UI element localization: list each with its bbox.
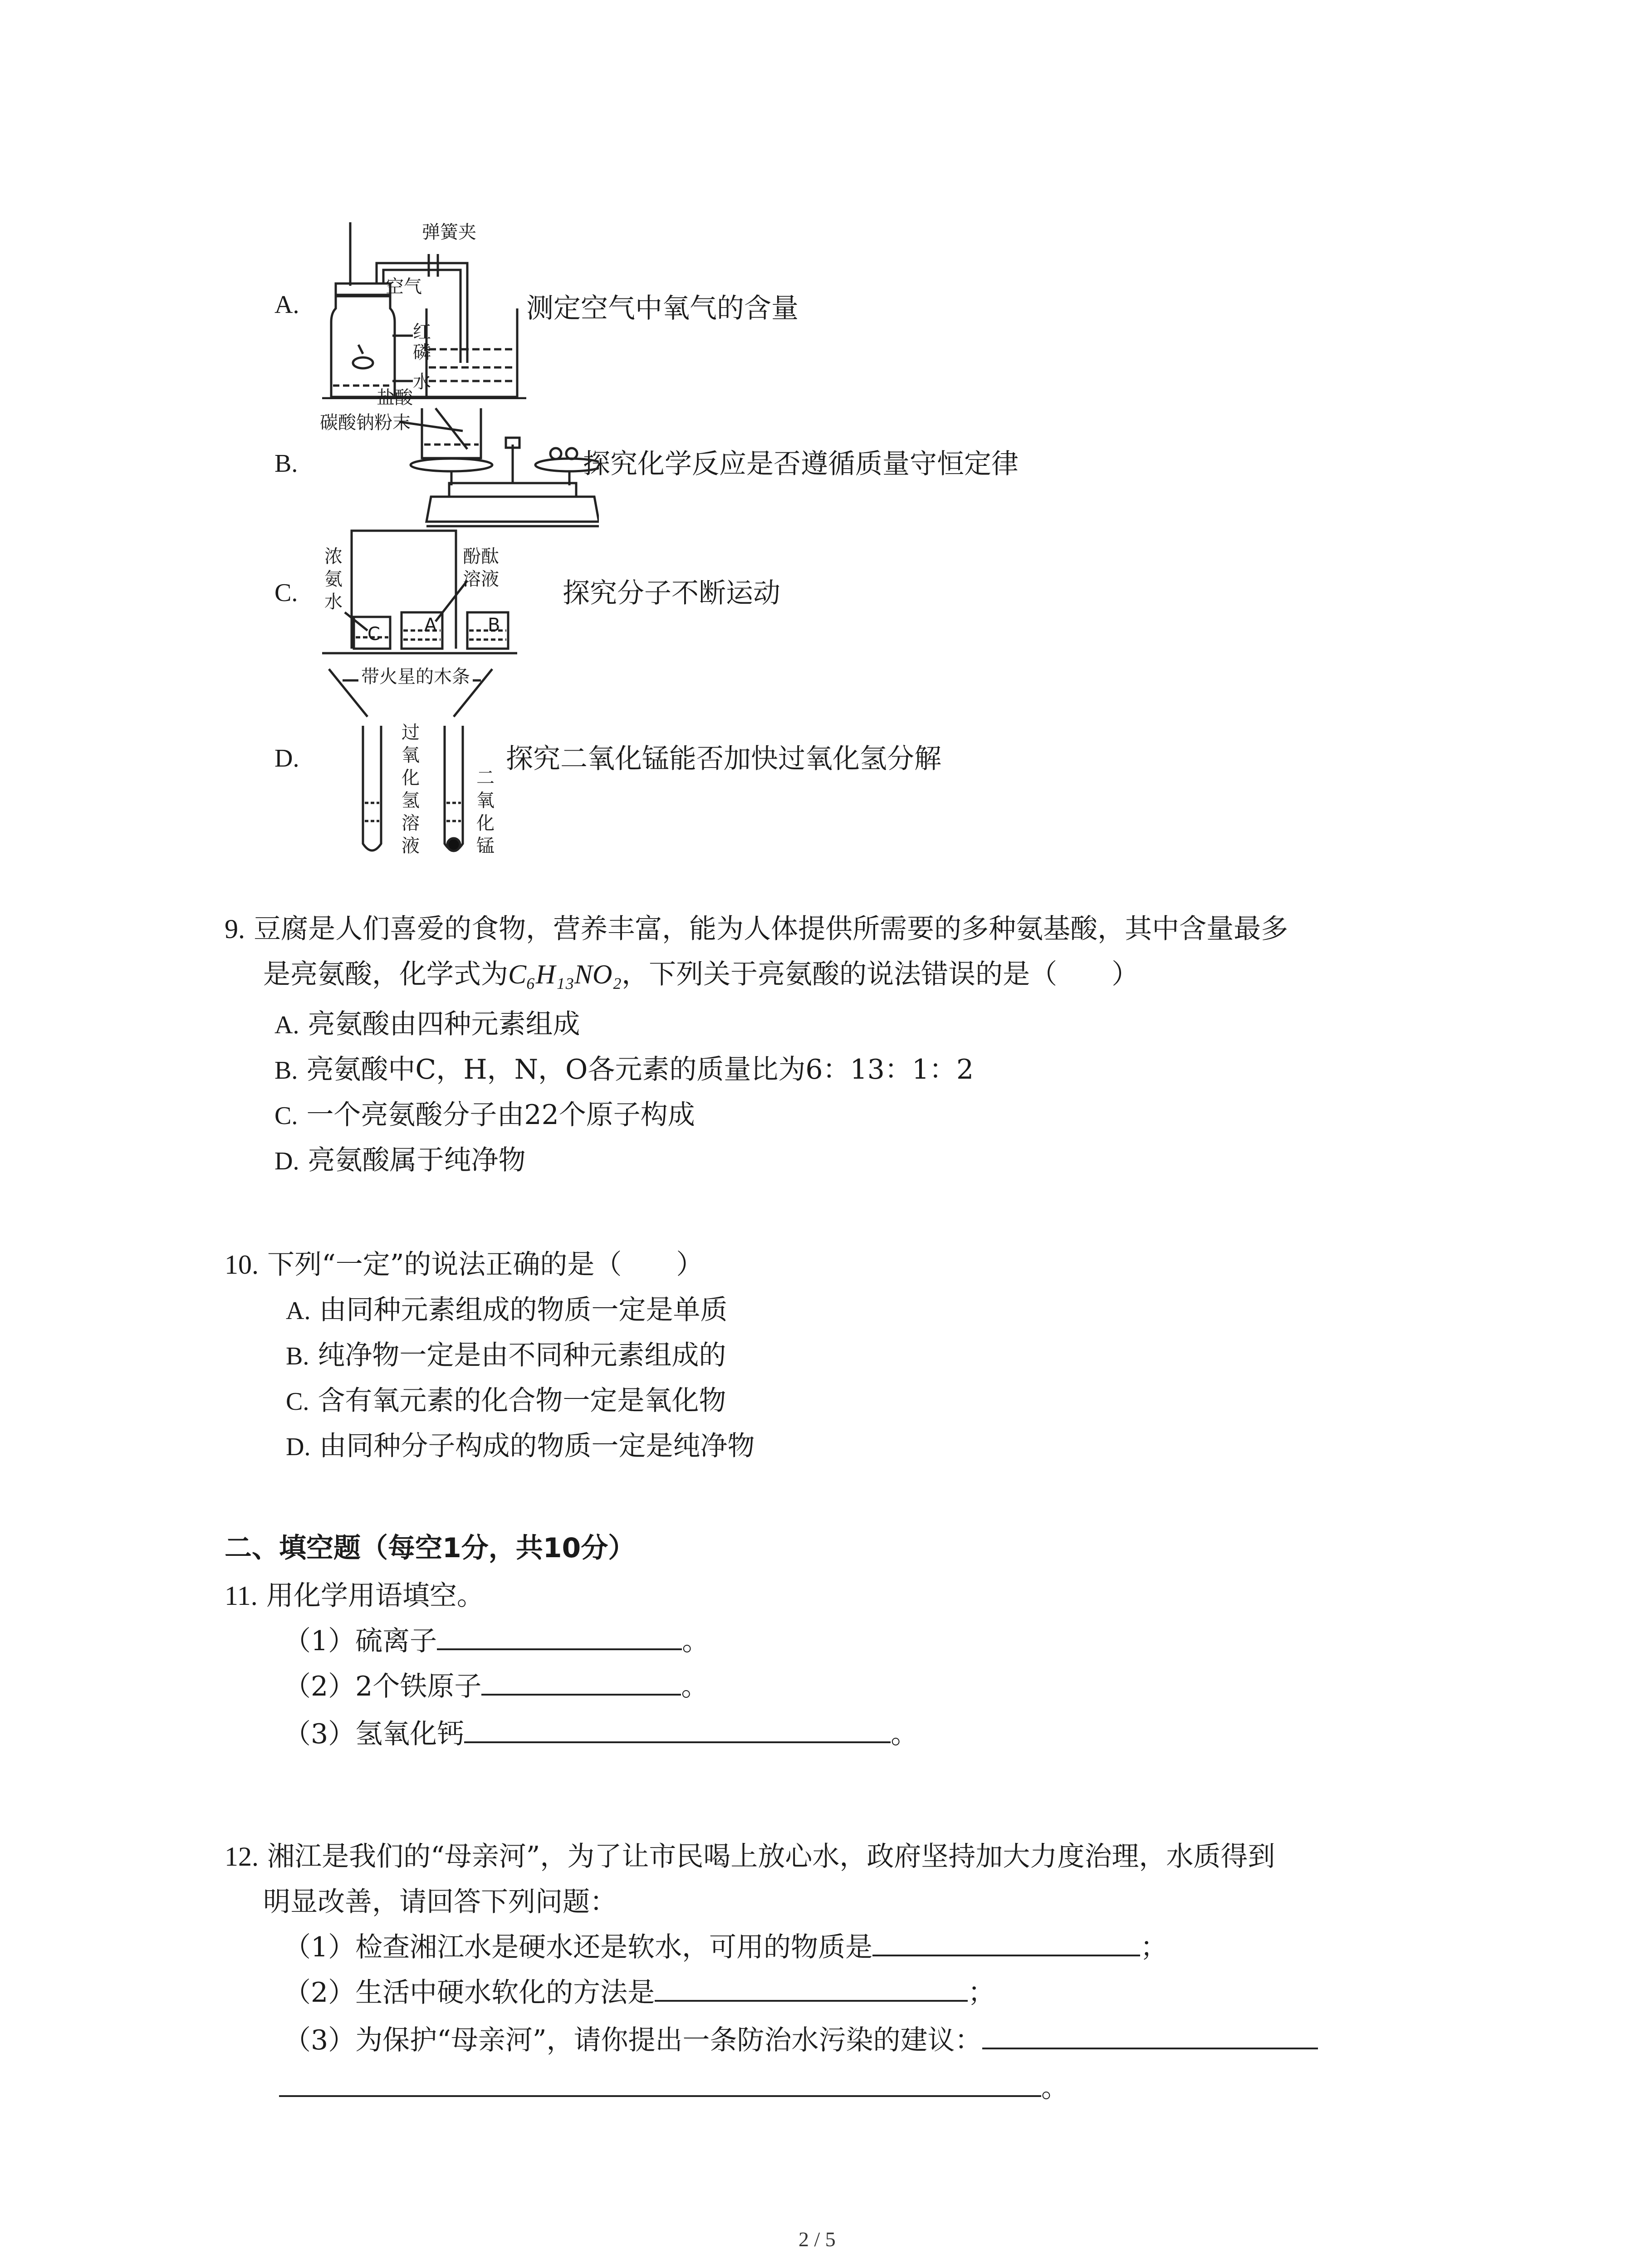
q10-option-d (286, 1424, 755, 1463)
q10-option-d-letter: D. (286, 1433, 311, 1461)
answer-blank[interactable] (872, 1927, 1140, 1956)
q10-option-c (286, 1379, 726, 1418)
q12-item-2-label: （2）生活中硬水软化的方法是 (284, 1977, 655, 2009)
q9-option-b-text: 亮氨酸中C，H，N，O各元素的质量比为6：13：1：2 (306, 1054, 974, 1085)
answer-blank[interactable] (437, 1621, 682, 1650)
q11-item-2-label: （2）2个铁原子 (284, 1671, 482, 1702)
q10-option-c-letter: C. (286, 1388, 309, 1416)
label-rongye: 溶液 (463, 569, 499, 590)
q10-option-a (286, 1288, 728, 1327)
q11-item-3 (284, 1712, 918, 1751)
option-text-b: 探究化学反应是否遵循质量守恒定律 (583, 448, 1019, 480)
q10-option-b-text: 纯净物一定是由不同种元素组成的 (318, 1339, 726, 1371)
label-mno2-char: 锰 (476, 836, 495, 856)
label-lin: 磷 (413, 342, 431, 363)
q12-item-1-end: ； (1140, 1931, 1168, 1963)
q12-item-3 (284, 2019, 1318, 2058)
q9-option-c-letter: C. (274, 1102, 298, 1130)
q12-item-2 (284, 1971, 995, 2010)
q11-item-3-end: 。 (891, 1718, 918, 1750)
figure-balance (318, 363, 599, 535)
q12-item-2-end: ； (968, 1977, 995, 2009)
option-text-c: 探究分子不断运动 (563, 577, 780, 609)
q9-option-a (274, 1002, 580, 1041)
label-h2o2-char: 化 (402, 767, 420, 788)
label-air: 空气 (386, 276, 422, 297)
q10-option-a-text: 由同种元素组成的物质一定是单质 (319, 1294, 728, 1326)
label-mno2-char: 二 (476, 767, 495, 788)
q12-number: 12. (225, 1842, 259, 1872)
q12-line2: 明显改善，请回答下列问题： (263, 1886, 617, 1918)
q9-option-d-text: 亮氨酸属于纯净物 (308, 1144, 526, 1176)
q11-number: 11. (225, 1581, 258, 1611)
q9-line2 (263, 953, 1139, 992)
option-letter-c: C. (274, 579, 298, 607)
q11-stem (225, 1574, 484, 1613)
label-mno2-char: 氧 (476, 790, 495, 811)
label-h2o2-char: 液 (402, 836, 420, 856)
q11-item-1-end: 。 (682, 1625, 710, 1657)
label-beaker-b: B (488, 615, 500, 635)
label-clip: 弹簧夹 (422, 222, 476, 243)
q9-option-b-letter: B. (274, 1056, 298, 1085)
q12-item-3-continued (279, 2066, 1068, 2105)
page-number: 2 / 5 (798, 2228, 836, 2251)
q9-option-a-text: 亮氨酸由四种元素组成 (308, 1008, 580, 1040)
q12-item-3-label: （3）为保护“母亲河”，请你提出一条防治水污染的建议： (284, 2024, 982, 2056)
q10-option-c-text: 含有氧元素的化合物一定是氧化物 (318, 1385, 726, 1417)
label-mno2-column (476, 767, 496, 857)
q11-item-1-label: （1）硫离子 (284, 1625, 437, 1657)
q10-option-b (286, 1334, 726, 1373)
label-powder: 碳酸钠粉末 (320, 412, 411, 433)
q11-item-2 (284, 1665, 708, 1704)
label-h2o2-char: 溶 (402, 813, 420, 834)
label-water-a: 水 (413, 371, 431, 392)
label-nong: 浓 (324, 546, 343, 567)
option-letter-b: B. (274, 450, 298, 478)
label-mno2-char: 化 (476, 813, 495, 834)
q9-option-a-letter: A. (274, 1011, 299, 1039)
q12-line1 (225, 1835, 1275, 1874)
q12-item-1-label: （1）检查湘江水是硬水还是软水，可用的物质是 (284, 1931, 873, 1963)
q9-option-d (274, 1139, 526, 1178)
q9-line1 (225, 907, 1288, 946)
q9-stem-pre: 是亮氨酸，化学式为 (263, 958, 508, 990)
q10-option-b-letter: B. (286, 1342, 309, 1370)
q11-item-1 (284, 1619, 709, 1658)
figure-molecule-motion (318, 522, 554, 658)
option-letter-d: D. (274, 744, 299, 772)
label-h2o2-char: 过 (402, 722, 420, 743)
q9-option-c (274, 1093, 695, 1132)
q9-stem-line1: 豆腐是人们喜爱的食物，营养丰富，能为人体提供所需要的多种氨基酸，其中含量最多 (254, 913, 1288, 945)
q10-stem-text: 下列“一定”的说法正确的是（ ） (267, 1249, 704, 1281)
q9-option-c-text: 一个亮氨酸分子由22个原子构成 (306, 1099, 695, 1131)
option-text-a: 测定空气中氧气的含量 (526, 293, 798, 324)
label-beaker-c: C (367, 624, 380, 645)
option-text-d: 探究二氧化锰能否加快过氧化氢分解 (506, 743, 941, 775)
q12-stem-line1: 湘江是我们的“母亲河”，为了让市民喝上放心水，政府坚持加大力度治理，水质得到 (267, 1841, 1275, 1872)
section-heading: 二、填空题（每空1分，共10分） (225, 1532, 636, 1564)
q9-option-b (274, 1048, 974, 1087)
answer-blank[interactable] (279, 2068, 1041, 2097)
q10-option-a-letter: A. (286, 1297, 311, 1325)
q11-item-3-label: （3）氢氧化钙 (284, 1718, 465, 1750)
answer-blank[interactable] (481, 1667, 681, 1696)
q10-option-d-text: 由同种分子构成的物质一定是纯净物 (319, 1430, 755, 1462)
label-stick: 带火星的木条 (358, 662, 473, 688)
q9-stem-post: ，下列关于亮氨酸的说法错误的是（ ） (622, 958, 1139, 990)
label-h2o2-char: 氧 (402, 745, 420, 766)
q10-number: 10. (225, 1250, 259, 1280)
label-hong: 红 (413, 322, 431, 342)
label-acid: 盐酸 (377, 387, 413, 408)
answer-blank[interactable] (655, 1973, 968, 2002)
q9-formula: C₆H₁₃NO₂ (508, 959, 622, 989)
q12-last-end: 。 (1041, 2072, 1068, 2104)
answer-blank[interactable] (464, 1714, 891, 1743)
label-beaker-a: A (424, 615, 437, 635)
option-letter-a: A. (274, 291, 299, 319)
label-an: 氨 (324, 569, 343, 590)
q10-stem (225, 1243, 703, 1282)
q11-stem-text: 用化学用语填空。 (266, 1580, 484, 1612)
q12-item-1 (284, 1926, 1167, 1965)
q9-option-d-letter: D. (274, 1147, 299, 1175)
q9-number: 9. (225, 914, 245, 944)
q11-item-2-end: 。 (681, 1671, 709, 1702)
label-h2o2-column (402, 721, 421, 857)
label-h2o2-char: 氢 (402, 790, 420, 811)
label-shui: 水 (324, 591, 343, 612)
label-fenhong: 酚酞 (463, 546, 499, 567)
answer-blank[interactable] (982, 2020, 1318, 2049)
